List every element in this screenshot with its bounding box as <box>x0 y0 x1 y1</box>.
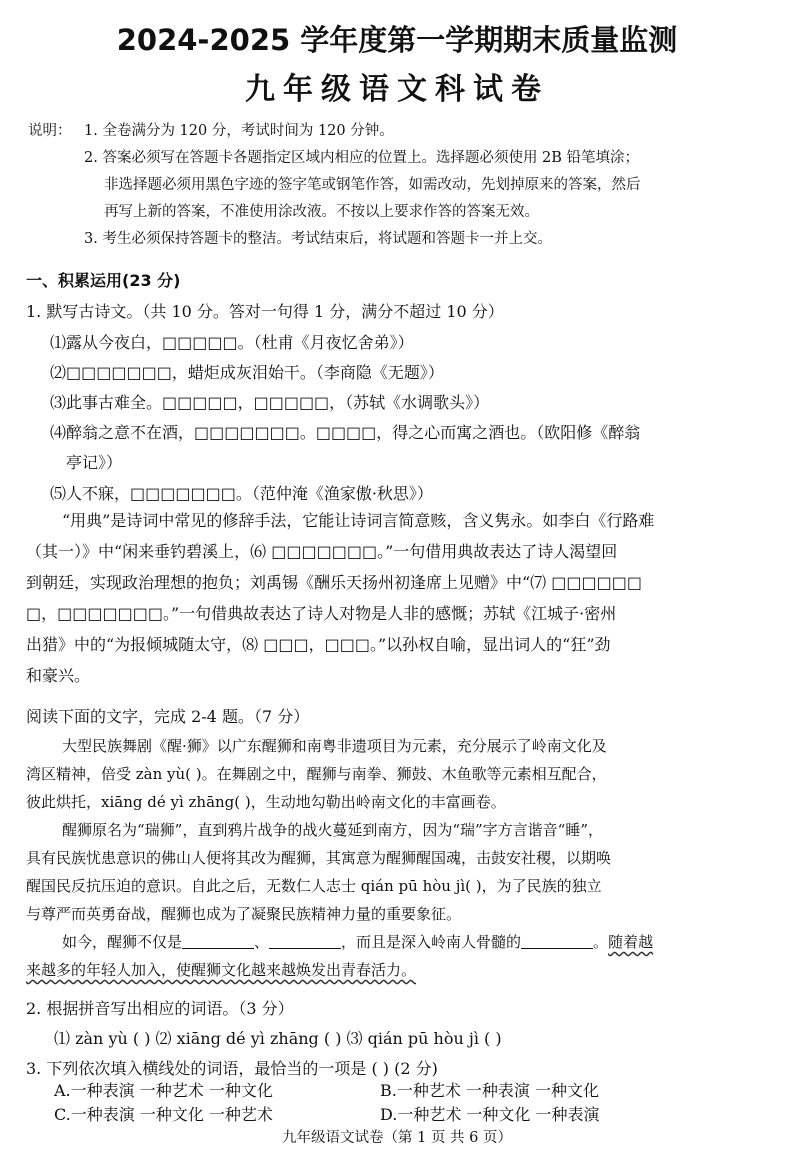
exam-title: 2024-2025 学年度第一学期期末质量监测 <box>116 23 678 57</box>
article-p3-sep: 、 <box>254 933 270 951</box>
q2-options: ⑴ zàn yù ( ) ⑵ xiāng dé yì zhāng ( ) ⑶ qián pū hòu jì ( ) <box>54 1029 502 1048</box>
q1-item-4-line2: 亭记》） <box>66 453 123 472</box>
q3-option-d[interactable]: D.一种艺术 一种文化 一种表演 <box>380 1105 600 1124</box>
section-heading: 一、积累运用(23 分) <box>26 271 181 290</box>
article-p3-text-c: 。 <box>593 933 609 951</box>
q3-stem: 3. 下列依次填入横线处的词语，最恰当的一项是 ( ) (2 分) <box>26 1059 438 1078</box>
article-p3-line2 <box>26 956 416 984</box>
wavy-underlined-text-2: 来越多的年轻人加入，使醒狮文化越来越焕发出青春活力。 <box>26 961 417 979</box>
instruction-3: 3. 考生必须保持答题卡的整洁。考试结束后，将试题和答题卡一并上交。 <box>84 231 552 247</box>
page-footer: 九年级语文试卷（第 1 页 共 6 页） <box>282 1130 512 1146</box>
fill-blank-2[interactable] <box>269 932 341 949</box>
article-p2-line1: 醒狮原名为“瑞狮”，直到鸦片战争的战火蔓延到南方，因为“瑞”字方言谐音“睡”， <box>62 821 604 839</box>
q1-item-2: ⑵□□□□□□□，蜡炬成灰泪始干。（李商隐《无题》） <box>50 363 444 382</box>
reading-intro: 阅读下面的文字，完成 2-4 题。（7 分） <box>26 707 310 726</box>
exam-subtitle: 九年级语文科试卷 <box>245 72 549 107</box>
article-p2-line4: 与尊严而英勇奋战，醒狮也成为了凝聚民族精神力量的重要象征。 <box>26 905 462 923</box>
q1-para-line4: □，□□□□□□□。”一句借典故表达了诗人对物是人非的感慨；苏轼《江城子·密州 <box>26 604 617 623</box>
q3-option-c[interactable]: C.一种表演 一种文化 一种艺术 <box>54 1105 273 1124</box>
article-p2-line2: 具有民族忧患意识的佛山人便将其改为醒狮，其寓意为醒狮醒国魂，击鼓安社稷，以期唤 <box>26 849 612 867</box>
q1-item-4-line1: ⑷醉翁之意不在酒，□□□□□□□。□□□□，得之心而寓之酒也。（欧阳修《醉翁 <box>50 423 641 442</box>
article-p2-line3: 醒国民反抗压迫的意识。自此之后，无数仁人志士 qián pū hòu jì( )，为了民族的独立 <box>26 877 602 895</box>
instruction-1: 1. 全卷满分为 120 分，考试时间为 120 分钟。 <box>84 123 394 139</box>
q2-stem: 2. 根据拼音写出相应的词语。（3 分） <box>26 999 294 1018</box>
q1-para-line3: 到朝廷，实现政治理想的抱负；刘禹锡《酬乐天扬州初逢席上见赠》中“⑺ □□□□□□ <box>26 573 642 592</box>
q1-para-line5: 出猎》中的“为报倾城随太守，⑻ □□□，□□□。”以孙权自喻，显出词人的“狂”劲 <box>26 635 611 654</box>
article-p1-line2: 湾区精神，倍受 zàn yù( )。在舞剧之中，醒狮与南拳、狮鼓、木鱼歌等元素相互配合， <box>26 765 607 783</box>
q1-stem: 1. 默写古诗文。（共 10 分。答对一句得 1 分，满分不超过 10 分） <box>26 302 504 321</box>
q1-item-5: ⑸人不寐，□□□□□□□。（范仲淹《渔家傲·秋思》） <box>50 484 433 503</box>
q1-item-1: ⑴露从今夜白，□□□□□。（杜甫《月夜忆舍弟》） <box>50 333 414 352</box>
wavy-underlined-text-1: 随着越 <box>608 933 654 951</box>
instruction-2-line2: 非选择题必须用黑色字迹的签字笔或钢笔作答，如需改动，先划掉原来的答案，然后 <box>104 177 641 193</box>
instructions-label: 说明： <box>28 123 72 139</box>
q3-option-a[interactable]: A.一种表演 一种艺术 一种文化 <box>54 1081 273 1100</box>
q1-para-line2: （其一）》中“闲来垂钓碧溪上，⑹ □□□□□□□。”一句借用典故表达了诗人渴望回 <box>26 542 618 561</box>
q1-para-line1: “用典”是诗词中常见的修辞手法，它能让诗词言简意赅，含义隽永。如李白《行路难 <box>62 511 655 530</box>
article-p1-line3: 彼此烘托，xiāng dé yì zhāng( )，生动地勾勒出岭南文化的丰富画卷。 <box>26 793 506 811</box>
q1-para-line6: 和豪兴。 <box>26 666 91 685</box>
q1-item-3: ⑶此事古难全。□□□□□，□□□□□，（苏轼《水调歌头》） <box>50 393 490 412</box>
article-p3-line1 <box>62 928 653 956</box>
instruction-2-line3: 再写上新的答案，不准使用涂改液。不按以上要求作答的答案无效。 <box>104 204 539 220</box>
article-p1-line1: 大型民族舞剧《醒·狮》以广东醒狮和南粤非遗项目为元素，充分展示了岭南文化及 <box>62 737 607 755</box>
article-p3-text-b: ，而且是深入岭南人骨髓的 <box>341 933 522 951</box>
article-p3-text-a: 如今，醒狮不仅是 <box>62 933 183 951</box>
fill-blank-1[interactable] <box>182 932 254 949</box>
instruction-2-line1: 2. 答案必须写在答题卡各题指定区域内相应的位置上。选择题必须使用 2B 铅笔填涂； <box>84 150 640 166</box>
fill-blank-3[interactable] <box>521 932 593 949</box>
q3-option-b[interactable]: B.一种艺术 一种表演 一种文化 <box>380 1081 600 1100</box>
